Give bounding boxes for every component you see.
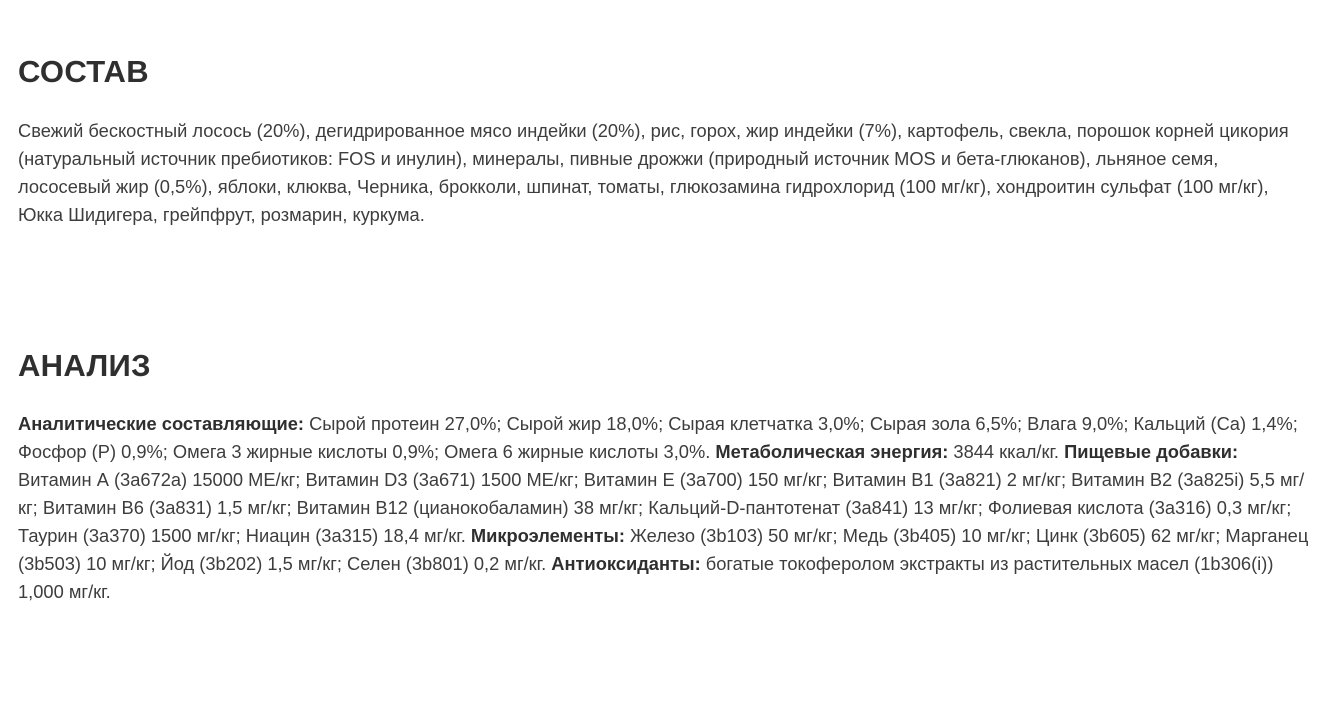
antioxidants-label: Антиоксиданты:	[551, 553, 701, 574]
analytic-label: Аналитические составляющие:	[18, 413, 304, 434]
analysis-text	[18, 410, 1310, 606]
additives-label: Пищевые добавки:	[1064, 441, 1239, 462]
additives-values: Витамин А (3a672a) 15000 МЕ/кг; Витамин D3 (3a671) 1500 МЕ/кг; Витамин Е (3a700) 150 мг/кг; Витамин В1 (3a821) 2 мг/кг; Витамин В2 (3a825i) 5,5 мг/кг; Витамин В6 (3a831) 1,5 мг/кг; Витамин В12 (цианокобаламин) 38 мг/кг; Кальций-D-пантотенат (3a841) 13 мг/кг; Фолиевая кислота (3a316) 0,3 мг/кг; Таурин (3a370) 1500 мг/кг; Ниацин (3a315) 18,4 мг/кг.	[18, 469, 1305, 546]
micro-label: Микроэлементы:	[470, 525, 625, 546]
energy-label: Метаболическая энергия:	[715, 441, 949, 462]
composition-heading: СОСТАВ	[18, 54, 149, 89]
composition-text: Свежий бескостный лосось (20%), дегидрированное мясо индейки (20%), рис, горох, жир индейки (7%), картофель, свекла, порошок корней цикория (натуральный источник пребиотиков: FOS и инулин), минералы, пивные дрожжи (природный источник MOS и бета-глюканов), льняное семя, лососевый жир (0,5%), яблоки, клюква, Черника, брокколи, шпинат, томаты, глюкозамина гидрохлорид (100 мг/кг), хондроитин сульфат (100 мг/кг), Юкка Шидигера, грейпфрут, розмарин, куркума.	[18, 120, 1289, 225]
energy-value: 3844 ккал/кг.	[948, 441, 1065, 462]
micro-values: Железо (3b103) 50 мг/кг; Медь (3b405) 10 мг/кг; Цинк (3b605) 62 мг/кг; Марганец (3b503) 10 мг/кг; Йод (3b202) 1,5 мг/кг; Селен (3b801) 0,2 мг/кг.	[18, 525, 1309, 574]
analysis-heading: АНАЛИЗ	[18, 348, 151, 383]
analytic-values: Сырой протеин 27,0%; Сырой жир 18,0%; Сырая клетчатка 3,0%; Сырая зола 6,5%; Влага 9,0%; Кальций (Ca) 1,4%; Фосфор (P) 0,9%; Омега 3 жирные кислоты 0,9%; Омега 6 жирные кислоты 3,0%.	[18, 413, 1298, 462]
antioxidants-values: богатые токоферолом экстракты из растительных масел (1b306(i)) 1,000 мг/кг.	[18, 553, 1274, 602]
